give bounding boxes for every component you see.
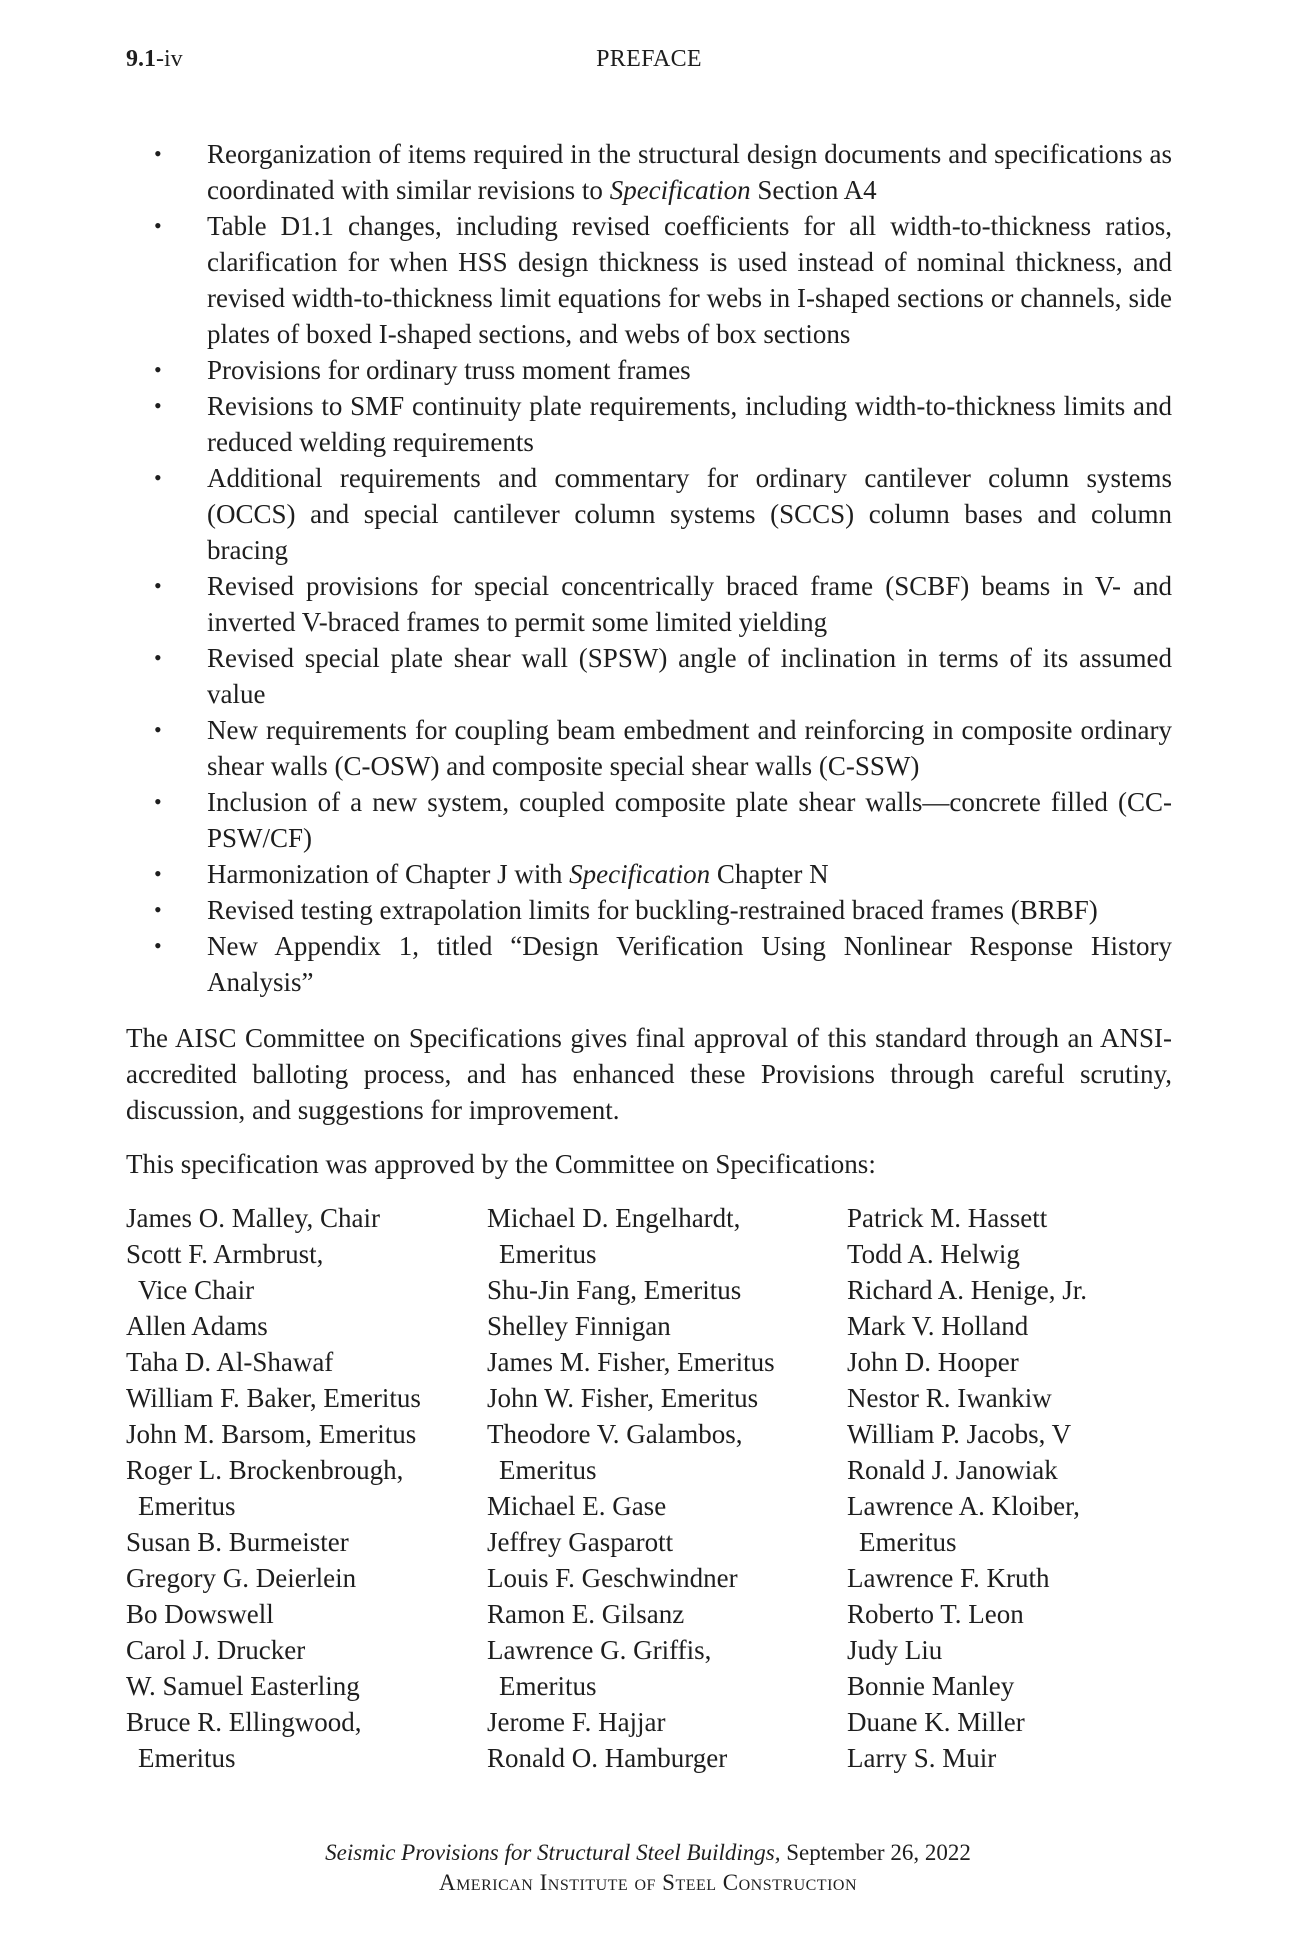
member-name-text: Carol J. Drucker [126, 1635, 306, 1665]
member-name [847, 1344, 1187, 1380]
member-name [847, 1200, 1187, 1236]
member-name [126, 1452, 476, 1524]
member-name-text: Shu-Jin Fang, Emeritus [487, 1275, 742, 1305]
member-name [487, 1308, 837, 1344]
list-item [126, 460, 1172, 568]
member-name [847, 1452, 1187, 1488]
bullet-marker: • [154, 573, 162, 598]
bullet-marker: • [154, 141, 162, 166]
member-name-text: Theodore V. Galambos, [487, 1419, 743, 1449]
member-name [487, 1344, 837, 1380]
member-name [126, 1344, 476, 1380]
members-column-2 [487, 1200, 837, 1776]
footer-date: September 26, 2022 [780, 1840, 971, 1865]
list-item [126, 640, 1172, 712]
member-name [126, 1308, 476, 1344]
member-name [126, 1632, 476, 1668]
member-name-text: Roger L. Brockenbrough, [126, 1455, 404, 1485]
member-name-text: Michael E. Gase [487, 1491, 667, 1521]
member-name [126, 1524, 476, 1560]
committee-intro: This specification was approved by the Committee on Specifications: [126, 1149, 876, 1179]
member-name-text: Todd A. Helwig [847, 1239, 1020, 1269]
member-name [847, 1596, 1187, 1632]
list-item [126, 208, 1172, 352]
bullet-marker: • [154, 897, 162, 922]
member-name-text: Bruce R. Ellingwood, [126, 1707, 362, 1737]
bullet-marker: • [154, 789, 162, 814]
member-name-text: John D. Hooper [847, 1347, 1019, 1377]
member-name [126, 1596, 476, 1632]
members-column-3 [847, 1200, 1187, 1776]
member-name-text: Richard A. Henige, Jr. [847, 1275, 1087, 1305]
list-item [126, 568, 1172, 640]
member-name-text: Jerome F. Hajjar [487, 1707, 666, 1737]
list-item-text: Additional requirements and commentary for ordinary cantilever column systems (OCCS) and special cantilever column systems (SCCS) column bases and column bracing [207, 463, 1172, 565]
member-name [126, 1380, 476, 1416]
list-item [126, 352, 1172, 388]
approval-paragraph: The AISC Committee on Specifications gives final approval of this standard through an ANSI-accredited balloting process, and has enhanced these Provisions through careful scrutiny, discussion, and suggestions for improvement. [126, 1023, 1172, 1125]
list-item [126, 784, 1172, 856]
member-name-text: Gregory G. Deierlein [126, 1563, 357, 1593]
bullet-marker: • [154, 393, 162, 418]
member-name [487, 1272, 837, 1308]
page-footer [0, 1838, 1296, 1898]
list-item [126, 928, 1172, 1000]
member-name [487, 1560, 837, 1596]
member-name [847, 1272, 1187, 1308]
member-name [126, 1560, 476, 1596]
member-name-text: W. Samuel Easterling [126, 1671, 360, 1701]
member-name [847, 1380, 1187, 1416]
member-name [487, 1704, 837, 1740]
member-name-text: Taha D. Al-Shawaf [126, 1347, 334, 1377]
footer-organization: American Institute of Steel Construction [438, 1870, 858, 1895]
member-name [487, 1416, 837, 1488]
member-name [847, 1236, 1187, 1272]
bullet-marker: • [154, 717, 162, 742]
member-name-text: Lawrence F. Kruth [847, 1563, 1050, 1593]
member-name-text: John W. Fisher, Emeritus [487, 1383, 759, 1413]
member-name [487, 1524, 837, 1560]
page-header [126, 46, 1172, 80]
member-name [847, 1560, 1187, 1596]
member-name-text: Larry S. Muir [847, 1743, 997, 1773]
member-name-text: James M. Fisher, Emeritus [487, 1347, 775, 1377]
member-name-text: Duane K. Miller [847, 1707, 1025, 1737]
member-name-text: Ronald J. Janowiak [847, 1455, 1058, 1485]
member-name-text: Allen Adams [126, 1311, 268, 1341]
bullet-marker: • [154, 357, 162, 382]
member-name-text: William P. Jacobs, V [847, 1419, 1072, 1449]
member-name-text: Ronald O. Hamburger [487, 1743, 728, 1773]
list-item-text: Section A4 [750, 175, 877, 205]
member-title: Emeritus [499, 1239, 597, 1269]
member-title: Vice Chair [138, 1275, 255, 1305]
member-name [487, 1200, 837, 1272]
member-name [126, 1668, 476, 1704]
member-name-text: John M. Barsom, Emeritus [126, 1419, 417, 1449]
member-name [126, 1200, 476, 1236]
list-item [126, 892, 1172, 928]
list-item-text: New Appendix 1, titled “Design Verification Using Nonlinear Response History Analysis” [207, 931, 1172, 997]
page-number: 9.1-iv [126, 46, 183, 72]
member-name-text: Scott F. Armbrust, [126, 1239, 324, 1269]
member-name-text: Ramon E. Gilsanz [487, 1599, 685, 1629]
member-name [487, 1632, 837, 1704]
member-name-text: Judy Liu [847, 1635, 943, 1665]
member-name [126, 1704, 476, 1776]
list-item [126, 136, 1172, 208]
list-item-text: Revisions to SMF continuity plate requirements, including width-to-thickness limits and reduced welding requirements [207, 391, 1172, 457]
member-name [847, 1632, 1187, 1668]
member-name [847, 1668, 1187, 1704]
list-item-text: Revised provisions for special concentrically braced frame (SCBF) beams in V- and inverted V-braced frames to permit some limited yielding [207, 571, 1172, 637]
list-item-text: Inclusion of a new system, coupled composite plate shear walls—concrete filled (CC-PSW/CF) [207, 787, 1172, 853]
member-name [487, 1596, 837, 1632]
member-name [847, 1488, 1187, 1560]
list-item-text: Provisions for ordinary truss moment frames [207, 355, 691, 385]
list-item-text: Revised testing extrapolation limits for buckling-restrained braced frames (BRBF) [207, 895, 1098, 925]
member-title: Emeritus [138, 1743, 236, 1773]
list-item-text: Revised special plate shear wall (SPSW) angle of inclination in terms of its assumed value [207, 643, 1172, 709]
members-column-1 [126, 1200, 476, 1776]
member-name-text: Nestor R. Iwankiw [847, 1383, 1052, 1413]
main-content [126, 136, 1172, 1182]
section-title: PREFACE [596, 46, 702, 72]
member-name-text: Bo Dowswell [126, 1599, 274, 1629]
list-item [126, 856, 1172, 892]
member-name [487, 1488, 837, 1524]
member-name-text: Jeffrey Gasparott [487, 1527, 674, 1557]
member-name-text: Lawrence G. Griffis, [487, 1635, 712, 1665]
bullet-marker: • [154, 213, 162, 238]
member-name-text: Mark V. Holland [847, 1311, 1029, 1341]
member-name-text: Lawrence A. Kloiber, [847, 1491, 1080, 1521]
bullet-marker: • [154, 861, 162, 886]
member-name-text: James O. Malley, Chair [126, 1203, 380, 1233]
member-name [847, 1740, 1187, 1776]
list-item [126, 388, 1172, 460]
list-item-text: Reorganization of items required in the structural design documents and specifications as coordinated with similar revisions to [207, 139, 1172, 205]
member-name [126, 1236, 476, 1308]
member-title: Emeritus [859, 1527, 957, 1557]
bullet-marker: • [154, 645, 162, 670]
footer-citation [0, 1838, 1296, 1868]
member-name-text: Shelley Finnigan [487, 1311, 671, 1341]
member-name-text: Louis F. Geschwindner [487, 1563, 738, 1593]
list-item-text: Harmonization of Chapter J with [207, 859, 570, 889]
member-title: Emeritus [499, 1455, 597, 1485]
member-name-text: Susan B. Burmeister [126, 1527, 349, 1557]
member-name-text: Roberto T. Leon [847, 1599, 1024, 1629]
footer-title: Seismic Provisions for Structural Steel Buildings, [325, 1840, 781, 1865]
member-name [847, 1308, 1187, 1344]
list-item-text: Chapter N [710, 859, 829, 889]
member-name [847, 1704, 1187, 1740]
revision-list [126, 136, 1172, 1000]
italic-text: Specification [609, 175, 751, 205]
list-item-text: Table D1.1 changes, including revised coefficients for all width-to-thickness ratios, clarification for when HSS design thickness is used instead of nominal thickness, and revised width-to-thickness limit equations for webs in I-shaped sections or channels, side plates of boxed I-shaped sections, and webs of box sections [207, 211, 1172, 349]
member-title: Emeritus [499, 1671, 597, 1701]
bullet-marker: • [154, 933, 162, 958]
member-name-text: Patrick M. Hassett [847, 1203, 1048, 1233]
member-title: Emeritus [138, 1491, 236, 1521]
member-name-text: Bonnie Manley [847, 1671, 1015, 1701]
italic-text: Specification [569, 859, 711, 889]
member-name-text: Michael D. Engelhardt, [487, 1203, 741, 1233]
member-name [487, 1380, 837, 1416]
list-item [126, 712, 1172, 784]
member-name [487, 1740, 837, 1776]
bullet-marker: • [154, 465, 162, 490]
member-name [847, 1416, 1187, 1452]
member-name-text: William F. Baker, Emeritus [126, 1383, 421, 1413]
list-item-text: New requirements for coupling beam embedment and reinforcing in composite ordinary shear walls (C-OSW) and composite special shear walls (C-SSW) [207, 715, 1172, 781]
member-name [126, 1416, 476, 1452]
